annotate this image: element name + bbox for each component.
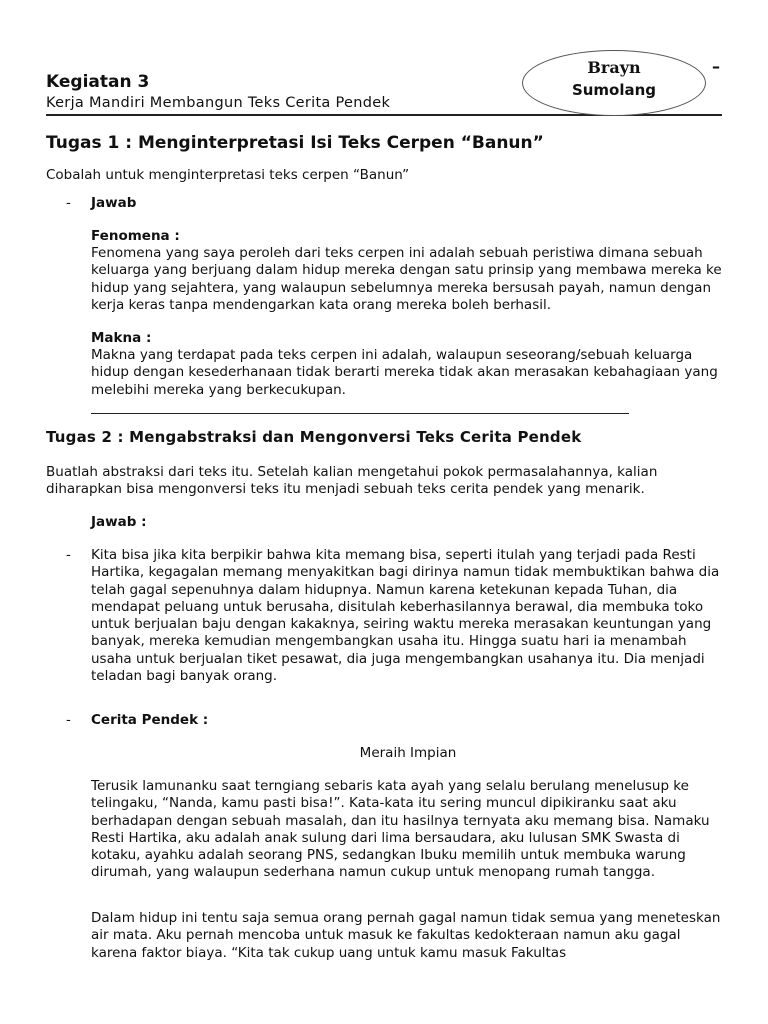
abstraction-bullet: - — [66, 547, 71, 563]
header-dash: – — [712, 57, 720, 76]
task2-heading: Tugas 2 : Mengabstraksi dan Mengonversi Teks Cerita Pendek — [46, 428, 582, 446]
abstraction-text: Kita bisa jika kita berpikir bahwa kita memang bisa, seperti itulah yang terjadi pada Resti Hartika, kegagalan memang menyakitkan bagi dirinya namun tidak membuktikan bahwa dia telah gagal sepenuhnya dalam hidupnya. Namun karena ketekunan kepada Tuhan, dia mendapat peluang untuk berusaha, disitulah keberhasilannya berawal, dia membuka toko untuk berjualan baju dengan kakaknya, seiring waktu mereka merasakan keuntungan yang banyak, mereka kemudian mengembangkan usaha itu. Hingga suatu hari ia menambah usaha untuk berjualan tiket pesawat, dia juga mengembangkan usahanya itu. Dia menjadi teladan bagi banyak orang. — [91, 547, 720, 685]
short-story-label: Cerita Pendek : — [91, 712, 209, 728]
short-story-title: Meraih Impian — [359, 745, 457, 761]
meaning-label: Makna : — [91, 330, 152, 346]
task1-answer-label: Jawab — [91, 195, 137, 211]
activity-subtitle: Kerja Mandiri Membangun Teks Cerita Pendek — [46, 95, 391, 111]
task2-answer-label: Jawab : — [91, 514, 147, 530]
author-first-name: Brayn — [587, 58, 641, 77]
activity-title: Kegiatan 3 — [46, 72, 150, 92]
author-last-name: Sumolang — [571, 81, 657, 99]
meaning-text: Makna yang terdapat pada teks cerpen ini adalah, walaupun seseorang/sebuah keluarga hidup dengan kesederhanaan tidak berarti mereka tidak akan merasakan kebahagiaan yang melebihi mereka yang berkecukupan. — [91, 347, 718, 398]
story-paragraph-1: Terusik lamunanku saat terngiang sebaris kata ayah yang selalu berulang menelusup ke telingaku, “Nanda, kamu pasti bisa!”. Kata-kata itu sering muncul dipikiranku saat aku berhadapan dengan sebuah masalah, dan itu hasilnya ternyata aku memang bisa. Namaku Resti Hartika, aku adalah anak sulung dari lima bersaudara, aku lulusan SMK Swasta di kotaku, ayahku adalah seorang PNS, sedangkan Ibuku memilih untuk membuka warung dirumah, yang walaupun sederhana namun cukup untuk menopang rumah tangga. — [91, 778, 710, 881]
author-name-oval — [522, 50, 706, 116]
phenomenon-text: Fenomena yang saya peroleh dari teks cerpen ini adalah sebuah peristiwa dimana sebuah keluarga yang berjuang dalam hidup mereka dengan satu prinsip yang membawa mereka ke hidup yang sejahtera, yang walaupun sebelumnya mereka bersusah payah, namun dengan kerja keras tanpa mendengarkan kata orang mereka boleh berhasil. — [91, 245, 722, 313]
task1-heading: Tugas 1 : Menginterpretasi Isi Teks Cerpen “Banun” — [46, 133, 544, 153]
story-paragraph-2: Dalam hidup ini tentu saja semua orang pernah gagal namun tidak semua yang meneteskan air mata. Aku pernah mencoba untuk masuk ke fakultas kedokteraan namun aku gagal karena faktor biaya. “Kita tak cukup uang untuk kamu masuk Fakultas — [91, 910, 721, 961]
short-story-bullet: - — [66, 712, 71, 728]
answer-underline — [91, 413, 629, 414]
phenomenon-label: Fenomena : — [91, 228, 180, 244]
task2-instruction: Buatlah abstraksi dari teks itu. Setelah kalian mengetahui pokok permasalahannya, kalian diharapkan bisa mengonversi teks itu menjadi sebuah teks cerita pendek yang menarik. — [46, 464, 658, 498]
task1-bullet: - — [66, 195, 71, 211]
task1-instruction: Cobalah untuk menginterpretasi teks cerpen “Banun” — [46, 167, 410, 183]
